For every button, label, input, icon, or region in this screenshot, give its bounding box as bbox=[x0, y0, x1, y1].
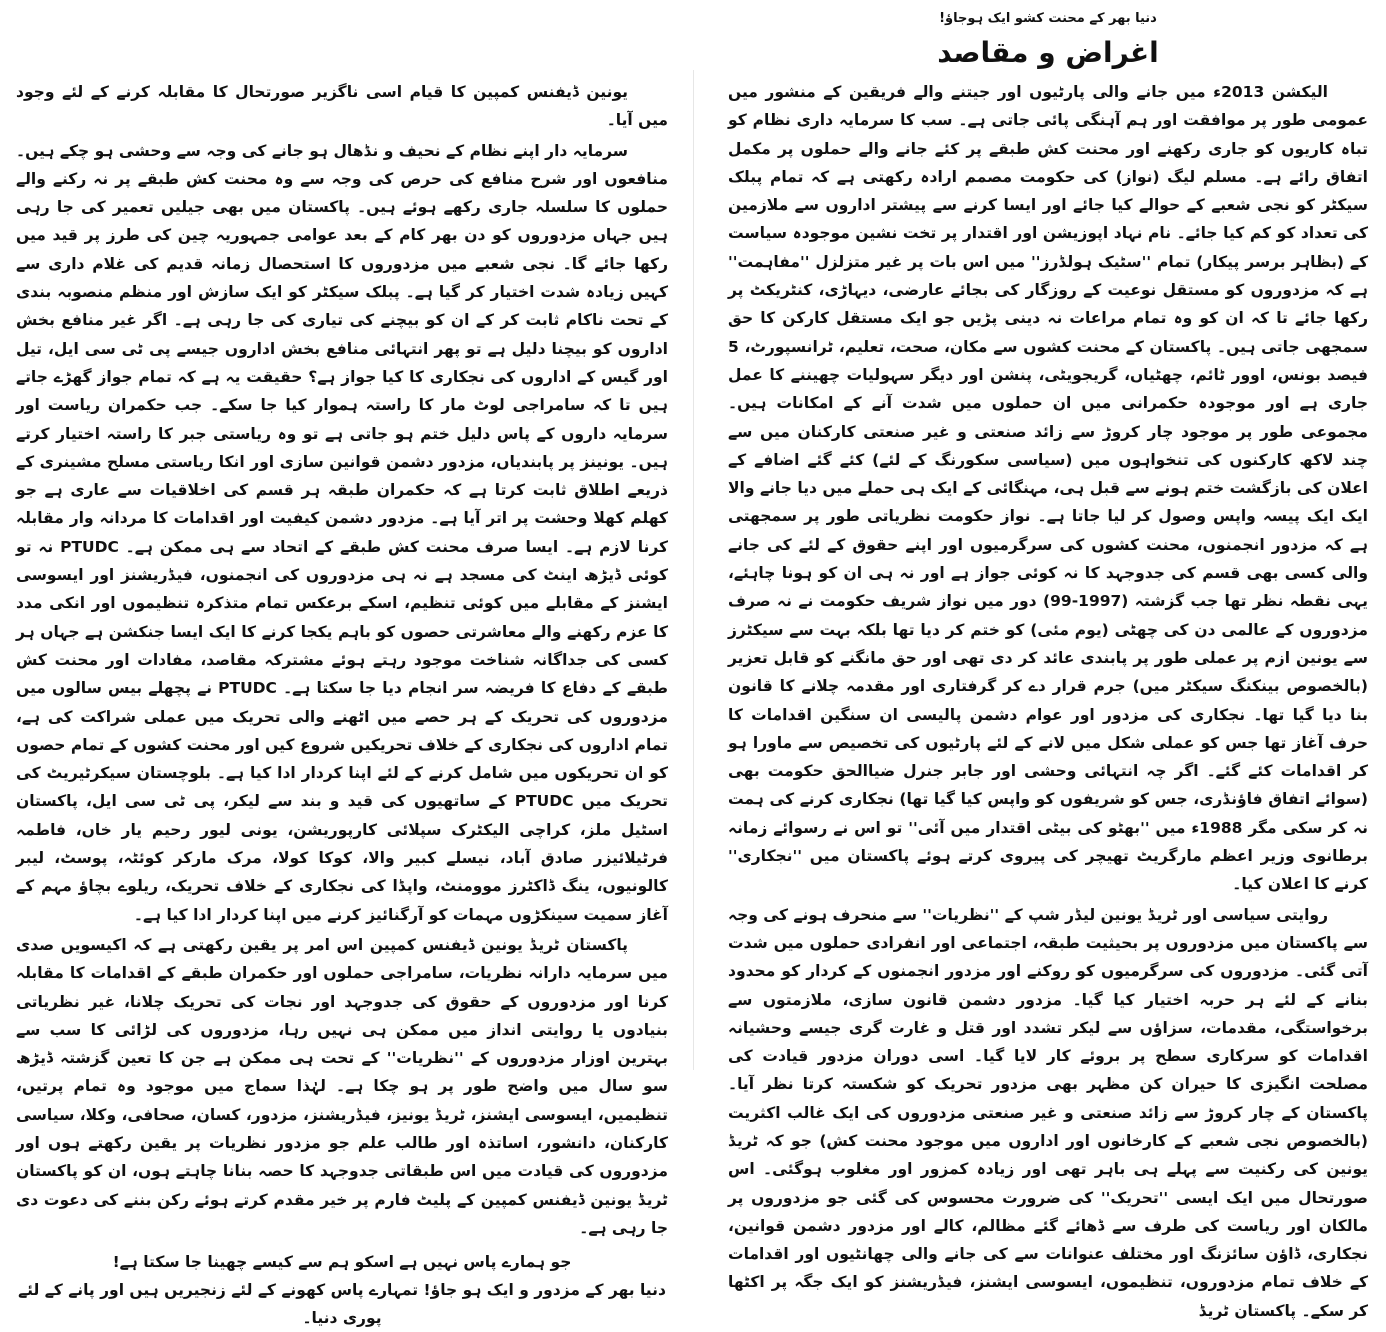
paragraph-left-1: یونین ڈیفنس کمپین کا قیام اسی ناگزیر صورتحال کا مقابلہ کرنے کے لئے وجود میں آیا۔ bbox=[16, 83, 668, 130]
closing-slogan: دنیا بھر کے مزدور و ایک ہو جاؤ! تمہارے پاس کھونے کے لئے زنجیریں ہیں اور پانے کے لئے پوری دنیا۔ bbox=[18, 1281, 666, 1328]
page-heading: اغراض و مقاصد bbox=[937, 36, 1159, 69]
column-divider bbox=[693, 70, 694, 1070]
paragraph-right-2: روایتی سیاسی اور ٹریڈ یونین لیڈر شپ کے ''نظریات'' سے منحرف ہونے کی وجہ سے پاکستان میں مزدوروں پر بحیثیت طبقہ، اجتماعی اور انفرادی حملوں میں شدت آتی گئی۔ مزدوروں کی سرگرمیوں کو روکنے اور مزدور انجمنوں کے کردار کو محدود بنانے کے لئے ہر حربہ اختیار کیا گیا۔ مزدور دشمن قانون سازی، ملازمتوں سے برخواستگی، مقدمات، سزاؤں سے لیکر تشدد اور قتل و غارت گری جیسے وحشیانہ اقدامات کو سرکاری سطح پر بروئے کار لایا گیا۔ اسی دوران مزدور قیادت کی مصلحت انگیزی کا حیران کن مظہر بھی مزدور تحریک کو شکستہ کرتا نظر آیا۔ پاکستان کے چار کروڑ سے زائد صنعتی و غیر صنعتی مزدوروں کی ایک غالب اکثریت (بالخصوص نجی شعبے کے کارخانوں اور اداروں میں موجود محنت کش) جو کہ ٹریڈ یونین کی رکنیت سے پہلے ہی باہر تھی اور زیادہ کمزور اور مغلوب ہوگئی۔ اس صورتحال میں ایک ایسی ''تحریک'' کی ضرورت محسوس کی گئی جو مزدوروں پر مالکان اور ریاست کی طرف سے ڈھائے گئے مظالم، کالے اور مزدور دشمن قوانین، نجکاری، ڈاؤن سائزنگ اور مختلف عنوانات سے کی جانے والی چھانٹیوں اور اقدامات کے خلاف تمام مزدوروں، تنظیموں، ایسوسی ایشنز، فیڈریشنز کو ایک جگہ پر اکٹھا کر سکے۔ پاکستان ٹریڈ bbox=[728, 905, 1368, 1320]
top-slogan: دنیا بھر کے محنت کشو ایک ہوجاؤ! bbox=[939, 11, 1157, 26]
paragraph-right-1: الیکشن 2013ء میں جانے والی پارٹیوں اور جیتنے والے فریقین کے منشور میں عمومی طور پر موافقت اور ہم آہنگی پائی جاتی ہے۔ سب کا سرمایہ داری نظام کو تباہ کاریوں کو جاری رکھنے اور محنت کش طبقے پر کئے جانے والے حملوں پر مکمل اتفاق رائے ہے۔ مسلم لیگ (نواز) کی حکومت مصمم ارادہ رکھتی ہے کہ تمام پبلک سیکٹر کو نجی شعبے کے حوالے کیا جائے اور ایسا کرنے سے پیشتر اداروں سے ملازمین کی تعداد کو کم کیا جائے۔ نام نہاد اپوزیشن اور اقتدار پر تخت نشین موجودہ سیاست کے (بظاہر برسر پیکار) تمام ''سٹیک ہولڈرز'' میں اس بات پر غیر متزلزل ''مفاہمت'' ہے کہ مزدوروں کو مستقل نوعیت کے روزگار کی بجائے عارضی، دیہاڑی، کنٹریکٹ پر رکھا جائے تا کہ ان کو وہ تمام مراعات نہ دینی پڑیں جو ایک مستقل کارکن کا حق سمجھی جاتی ہیں۔ پاکستان کے محنت کشوں سے مکان، صحت، تعلیم، ٹرانسپورٹ، 5 فیصد بونس، اوور ٹائم، چھٹیاں، گریجویٹی، پنشن اور دیگر سہولیات چھیننے کا عمل جاری ہے اور موجودہ حکمرانی میں ان حملوں میں شدت آنے کے امکانات ہیں۔ مجموعی طور پر موجود چار کروڑ سے زائد صنعتی و غیر صنعتی کارکنان میں سے چند لاکھ کارکنوں کی تنخواہوں میں (سیاسی سکورنگ کے لئے) کئے گئے اضافے کے اعلان کی بازگشت ختم ہونے سے قبل ہی، مہنگائی کے ایک ہی حملے میں دیا جانے والا ایک ایک پیسہ واپس وصول کر لیا جاتا ہے۔ نواز حکومت نظریاتی طور پر سمجھتی ہے کہ مزدور انجمنوں، محنت کشوں کی سرگرمیوں اور اپنے حقوق کے لئے کی جانے والی کسی بھی قسم کی جدوجہد کا نہ کوئی جواز ہے اور نہ ہی ان کو ہونا چاہئے، یہی نقطہ نظر تھا جب گزشتہ (1997-99) دور میں نواز شریف حکومت نے نہ صرف مزدوروں کے عالمی دن کی چھٹی (یوم مئی) کو ختم کر دیا تھا بلکہ بہت سے سیکٹرز سے یونین ازم پر عملی طور پر پابندی عائد کر دی تھی اور حق مانگنے کو قابل تعزیر (بالخصوص بینکنگ سیکٹر میں) جرم قرار دے کر گرفتاری اور مقدمہ چلانے کا قانون بنا دیا گیا تھا۔ نجکاری کی مزدور اور عوام دشمن پالیسی ان سنگین اقدامات کا حرف آغاز تھا جس کو عملی شکل میں لانے کے لئے پارٹیوں کی تخصیص سے ماورا ہو کر اقدامات کئے گئے۔ اگر چہ انتہائی وحشی اور جابر جنرل ضیاالحق حکومت بھی (سوائے اتفاق فاؤنڈری، جس کو شریفوں کو واپس کیا گیا تھا) نجکاری کرنے کی ہمت نہ کر سکی مگر 1988ء میں ''بھٹو کی بیٹی اقتدار میں آئی'' تو اس نے رسوائے زمانہ برطانوی وزیر اعظم مارگریٹ تھیچر کی پیروی کرتے ہوئے پاکستان میں ''نجکاری'' کرنے کا اعلان کیا۔ bbox=[728, 83, 1368, 894]
paragraph-left-3: پاکستان ٹریڈ یونین ڈیفنس کمپین اس امر پر یقین رکھتی ہے کہ اکیسویں صدی میں سرمایہ دارانہ نظریات، سامراجی حملوں اور حکمران طبقے کے اقدامات کا مقابلہ کرنا اور مزدوروں کے حقوق کی جدوجہد اور نجات کی تحریک چلانا، غیر نظریاتی بنیادوں یا روایتی انداز میں ممکن ہی نہیں رہا، مزدوروں کی لڑائی کا سب سے بہترین اوزار مزدوروں کے ''نظریات'' کے تحت ہی ممکن ہے جن کا تعین گزشتہ ڈیڑھ سو سال میں واضح طور پر ہو چکا ہے۔ لہٰذا سماج میں موجود وہ تمام پرتیں، تنظیمیں، ایسوسی ایشنز، ٹریڈ یونیز، فیڈریشنز، مزدور، کسان، صحافی، وکلا، سیاسی کارکنان، دانشور، اساتذہ اور طالب علم جو مزدور نظریات پر یقین رکھتے ہوں اور مزدوروں کی قیادت میں اس طبقاتی جدوجہد کا حصہ بنانا چاہتے ہوں، ان کو پاکستان ٹریڈ یونین ڈیفنس کمپین کے پلیٹ فارم پر خیر مقدم کرتے ہوئے رکن بننے کی دعوت دی جا رہی ہے۔ bbox=[16, 935, 668, 1237]
closing-line: جو ہمارے پاس نہیں ہے اسکو ہم سے کیسے چھینا جا سکتا ہے! bbox=[112, 1253, 572, 1272]
right-column bbox=[728, 0, 1368, 1320]
paragraph-left-2: سرمایہ دار اپنے نظام کے نحیف و نڈھال ہو جانے کی وجہ سے وحشی ہو چکے ہیں۔ منافعوں اور شرح منافع کی حرص کی وجہ سے وہ محنت کش طبقے پر نہ رکنے والے حملوں کا سلسلہ جاری رکھے ہوئے ہیں۔ پاکستان میں بھی جیلیں تعمیر کی جا رہی ہیں جہاں مزدوروں کو دن بھر کام کے بعد عوامی جمہوریہ چین کی طرز پر قید میں رکھا جائے گا۔ نجی شعبے میں مزدوروں کا استحصال زمانہ قدیم کی غلام داری سے کہیں زیادہ شدت اختیار کر گیا ہے۔ پبلک سیکٹر کو ایک سازش اور منظم منصوبہ بندی کے تحت ناکام ثابت کر کے ان کو بیچنے کی تیاری کی جا رہی ہے۔ اگر غیر منافع بخش اداروں کو بیچنا دلیل ہے تو پھر انتہائی منافع بخش اداروں جیسے پی ٹی سی ایل، تیل اور گیس کے اداروں کی نجکاری کا کیا جواز ہے؟ حقیقت یہ ہے کہ تمام جواز گھڑے جاتے ہیں تا کہ سامراجی لوٹ مار کا راستہ ہموار کیا جا سکے۔ جب حکمران ریاست اور سرمایہ داروں کے پاس دلیل ختم ہو جاتی ہے تو وہ ریاستی جبر کا راستہ اختیار کرتے ہیں۔ یونینز پر پابندیاں، مزدور دشمن قوانین سازی اور انکا ریاستی مسلح مشینری کے ذریعے اطلاق ثابت کرتا ہے کہ حکمران طبقہ ہر قسم کی اخلاقیات سے عاری ہے جو کھلم کھلا وحشت پر اتر آیا ہے۔ مزدور دشمن کیفیت اور اقدامات کا مردانہ وار مقابلہ کرنا لازم ہے۔ ایسا صرف محنت کش طبقے کے اتحاد سے ہی ممکن ہے۔ PTUDC نہ تو کوئی ڈیڑھ اینٹ کی مسجد ہے نہ ہی مزدوروں کی انجمنوں، فیڈریشنز اور ایسوسی ایشنز کے مقابلے میں کوئی تنظیم، اسکے برعکس تمام متذکرہ تنظیموں اور انکی مدد کا عزم رکھنے والے معاشرتی حصوں کو باہم یکجا کرنے کا ایک ایسا جنکشن ہے جہاں ہر کسی کی جداگانہ شناخت موجود رہتے ہوئے مشترکہ مقاصد، مفادات اور محنت کش طبقے کے دفاع کا فریضہ سر انجام دیا جا سکتا ہے۔ PTUDC نے پچھلے بیس سالوں میں مزدوروں کی تحریک کے ہر حصے میں اٹھنے والی تحریک میں عملی شراکت کی ہے، تمام اداروں کی نجکاری کے خلاف تحریکیں شروع کیں اور محنت کشوں کے تمام حصوں کو ان تحریکوں میں شامل کرنے کے لئے اپنا کردار ادا کیا ہے۔ بلوچستان سیکرٹیریٹ کی تحریک میں PTUDC کے ساتھیوں کی قید و بند سے لیکر، پی ٹی سی ایل، پاکستان اسٹیل ملز، کراچی الیکٹرک سپلائی کارپوریشن، یونی لیور رحیم یار خاں، فاطمہ فرٹیلائیزر صادق آباد، نیسلے کبیر والا، کوکا کولا، مرک مارکر کوئٹہ، پوسٹ، لیبر کالونیوں، ینگ ڈاکٹرز موومنٹ، واپڈا کی نجکاری کے خلاف تحریک، ریلوے بچاؤ مہم کے آغاز سمیت سینکڑوں مہمات کو آرگنائیز کرنے میں اپنا کردار ادا کیا ہے۔ bbox=[16, 141, 668, 924]
left-column bbox=[16, 0, 668, 1328]
left-column-top-space bbox=[16, 0, 668, 78]
